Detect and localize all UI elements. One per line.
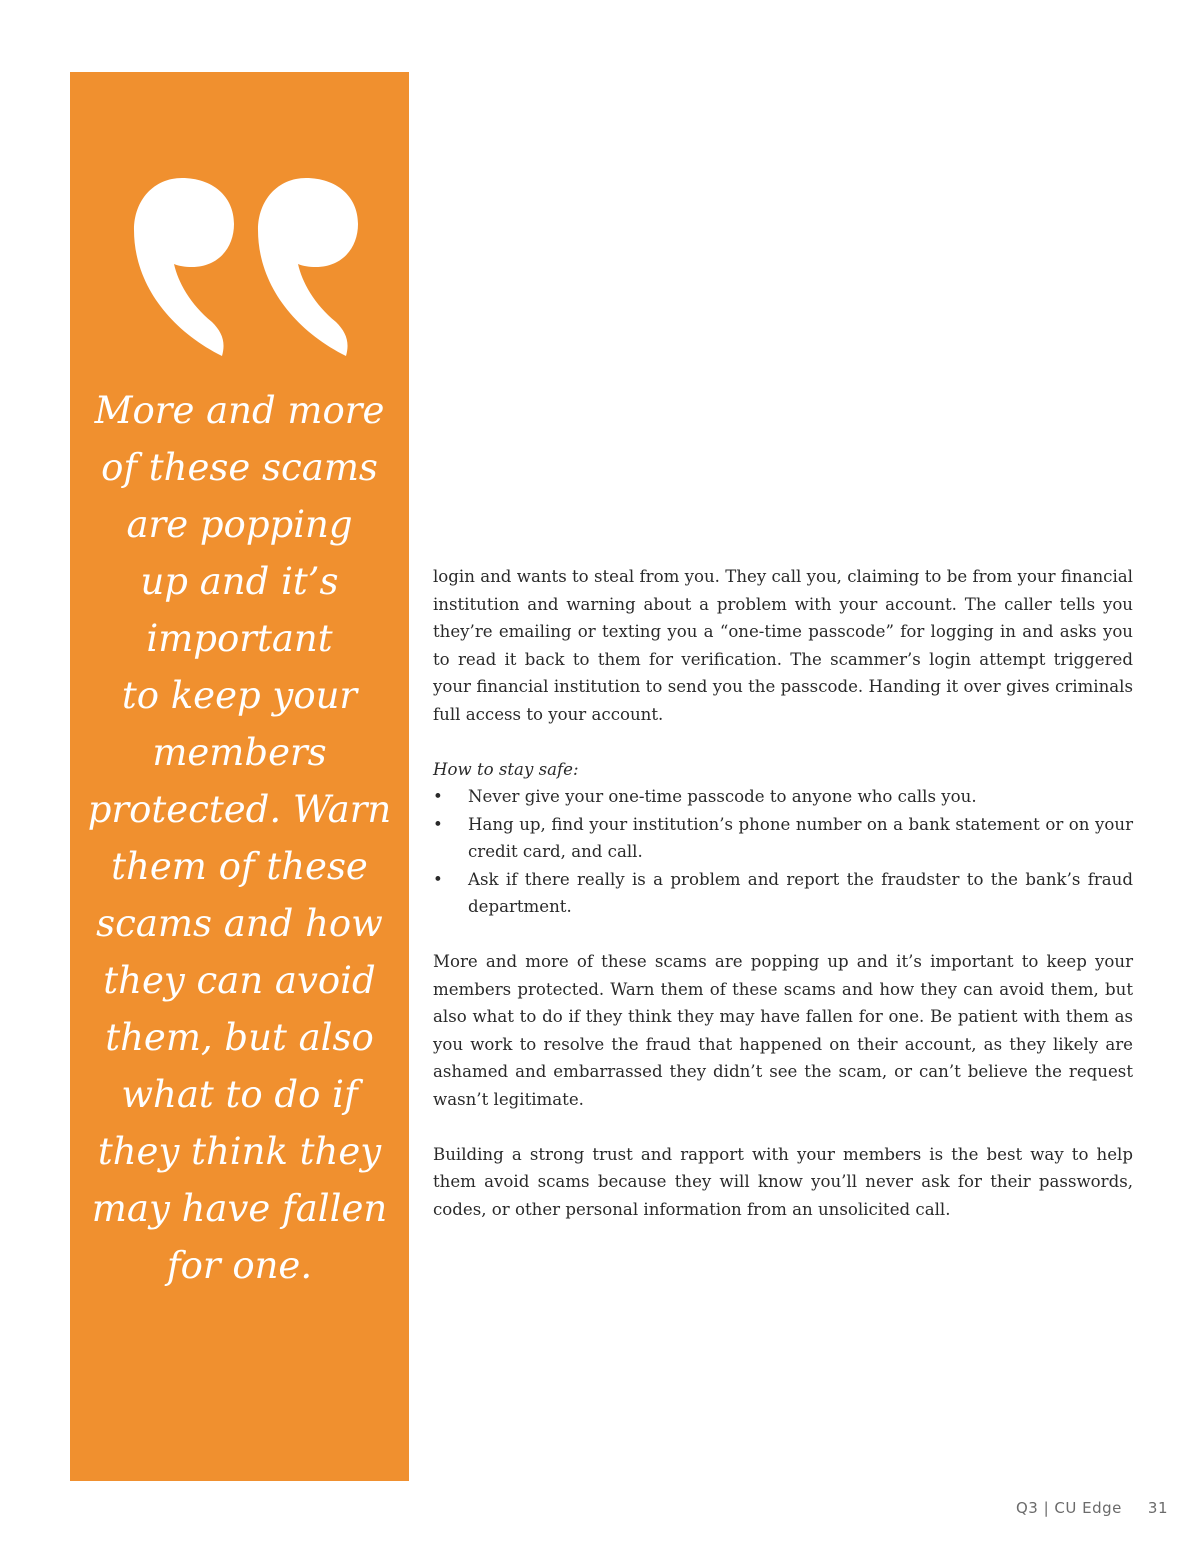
pull-quote-line: them of these <box>111 845 368 888</box>
pull-quote-line: them, but also <box>105 1016 374 1059</box>
bullet-icon: • <box>433 787 443 806</box>
pull-quote-line: to keep your <box>121 674 358 717</box>
list-item-text: Never give your one-time passcode to anyone who calls you. <box>468 787 977 806</box>
pull-quote <box>84 382 395 1294</box>
safety-subheading: How to stay safe: <box>433 759 579 779</box>
paragraph-spacer <box>433 921 1133 949</box>
pull-quote-line: More and more <box>94 389 385 432</box>
pull-quote-line: they think they <box>97 1130 382 1173</box>
article-paragraph: Building a strong trust and rapport with your members is the best way to help them avoid scams because they will know you’ll never ask for their passwords, codes, or other personal information from an unsolicited call. <box>433 1144 1133 1219</box>
pull-quote-line: scams and how <box>96 902 383 945</box>
open-quote-icon <box>130 172 360 358</box>
article-body <box>433 563 1133 1223</box>
paragraph-spacer <box>433 1113 1133 1141</box>
page-footer <box>1016 1499 1168 1517</box>
pull-quote-line: for one. <box>166 1244 313 1287</box>
safety-tips-list <box>433 783 1133 921</box>
pull-quote-line: of these scams <box>101 446 378 489</box>
pull-quote-line: what to do if <box>121 1073 358 1116</box>
page-number: 31 <box>1147 1499 1168 1517</box>
pull-quote-line: they can avoid <box>103 959 376 1002</box>
list-item-text: Hang up, find your institution’s phone number on a bank statement or on your credit card, and call. <box>468 814 1133 861</box>
publication-name: Q3 | CU Edge <box>1015 1499 1122 1517</box>
pull-quote-line: are popping <box>126 503 353 546</box>
list-item <box>433 811 1133 866</box>
bullet-icon: • <box>433 814 443 834</box>
article-paragraph: More and more of these scams are popping up and it’s important to keep your members protected. Warn them of these scams and how they can avoid them, but also what to do if they think they may have fallen for one. Be patient with them as you work to resolve the fraud that happened on their account, as they likely are ashamed and embarrassed they didn’t see the scam, or can’t believe the request wasn’t legitimate. <box>433 952 1133 1109</box>
bullet-icon: • <box>433 869 443 889</box>
article-paragraph: login and wants to steal from you. They call you, claiming to be from your financial institution and warning about a problem with your account. The caller tells you they’re emailing or texting you a “one-time passcode” for logging in and asks you to read it back to them for verification. The scammer’s login attempt triggered your financial institution to send you the passcode. Handing it over gives criminals full access to your account. <box>433 567 1133 724</box>
pull-quote-line: may have fallen <box>91 1187 388 1230</box>
pull-quote-line: important <box>146 617 333 660</box>
list-item-text: Ask if there really is a problem and report the fraudster to the bank’s fraud department. <box>468 869 1133 916</box>
list-item <box>433 866 1133 921</box>
pull-quote-line: members <box>152 731 327 774</box>
paragraph-spacer <box>433 728 1133 756</box>
pull-quote-sidebar <box>70 72 409 1481</box>
pull-quote-line: up and it’s <box>140 560 339 603</box>
pull-quote-line: protected. Warn <box>87 788 392 831</box>
list-item <box>433 783 1133 811</box>
